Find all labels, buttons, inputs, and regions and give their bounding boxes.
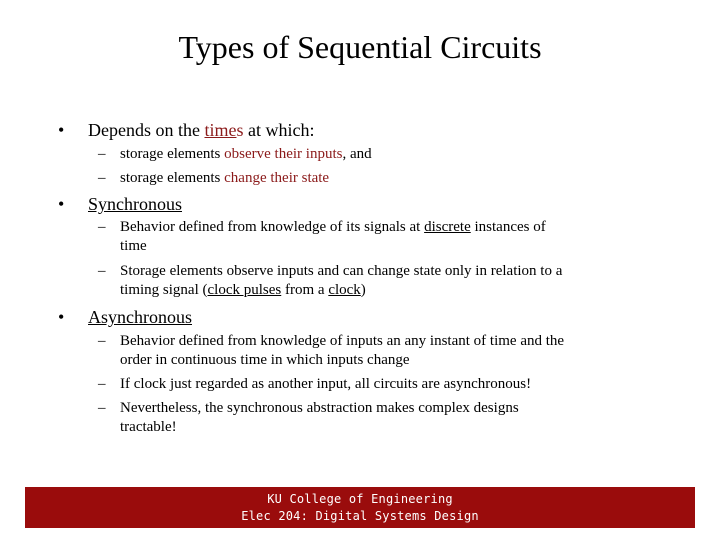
- text-segment: order in continuous time in which inputs change: [120, 352, 410, 368]
- sub-bullet-text: [120, 218, 546, 256]
- text-segment: storage elements: [120, 170, 225, 186]
- text-segment: Behavior defined from knowledge of its signals at: [120, 219, 425, 235]
- discrete-underlined: discrete: [424, 219, 471, 235]
- clock-pulses-underlined: clock pulses: [207, 282, 282, 298]
- text-segment: Behavior defined from knowledge of inputs an any instant of time and the: [120, 333, 565, 349]
- text-segment: ): [360, 282, 366, 298]
- dash-icon: –: [98, 170, 106, 186]
- synchronous-label: Synchronous: [88, 194, 182, 214]
- text-segment: timing signal (: [120, 282, 208, 298]
- bullet-text: [88, 119, 314, 141]
- text-segment: Depends on the: [88, 120, 205, 140]
- sub-bullet-text: [120, 262, 562, 300]
- asynchronous-label: Asynchronous: [88, 307, 192, 327]
- bullet-icon: •: [58, 307, 65, 327]
- sub-bullet-text: [120, 332, 564, 370]
- dash-icon: –: [98, 333, 106, 349]
- sub-bullet-text: If clock just regarded as another input, all circuits are asynchronous!: [120, 376, 532, 392]
- text-segment: Nevertheless, the synchronous abstraction makes complex designs: [120, 400, 519, 416]
- footer-college: KU College of Engineering: [267, 492, 453, 506]
- times-underlined: time: [204, 120, 237, 140]
- clock-underlined: clock: [328, 282, 361, 298]
- bullet-icon: •: [58, 194, 65, 214]
- sub-bullet-text: [120, 169, 329, 188]
- dash-icon: –: [98, 376, 106, 392]
- bullet-icon: •: [58, 120, 65, 140]
- dash-icon: –: [98, 219, 106, 235]
- text-segment: at which:: [243, 120, 315, 140]
- text-segment: instances of: [470, 219, 546, 235]
- dash-icon: –: [98, 400, 106, 416]
- text-segment: tractable!: [120, 419, 177, 435]
- sub-bullet-text: [120, 145, 372, 164]
- text-segment: from a: [281, 282, 329, 298]
- sub-bullet-text: [120, 399, 519, 437]
- text-segment: , and: [342, 146, 372, 162]
- highlight-text: change their state: [224, 170, 330, 186]
- highlight-text: observe their inputs: [224, 146, 343, 162]
- dash-icon: –: [98, 146, 106, 162]
- slide-title: Types of Sequential Circuits: [178, 29, 542, 65]
- footer-banner: [25, 487, 695, 528]
- text-segment: storage elements: [120, 146, 225, 162]
- text-segment: time: [120, 238, 147, 254]
- footer-course: Elec 204: Digital Systems Design: [241, 509, 479, 523]
- text-segment: s: [236, 120, 244, 140]
- dash-icon: –: [98, 263, 106, 279]
- text-segment: Storage elements observe inputs and can change state only in relation to a: [120, 263, 563, 279]
